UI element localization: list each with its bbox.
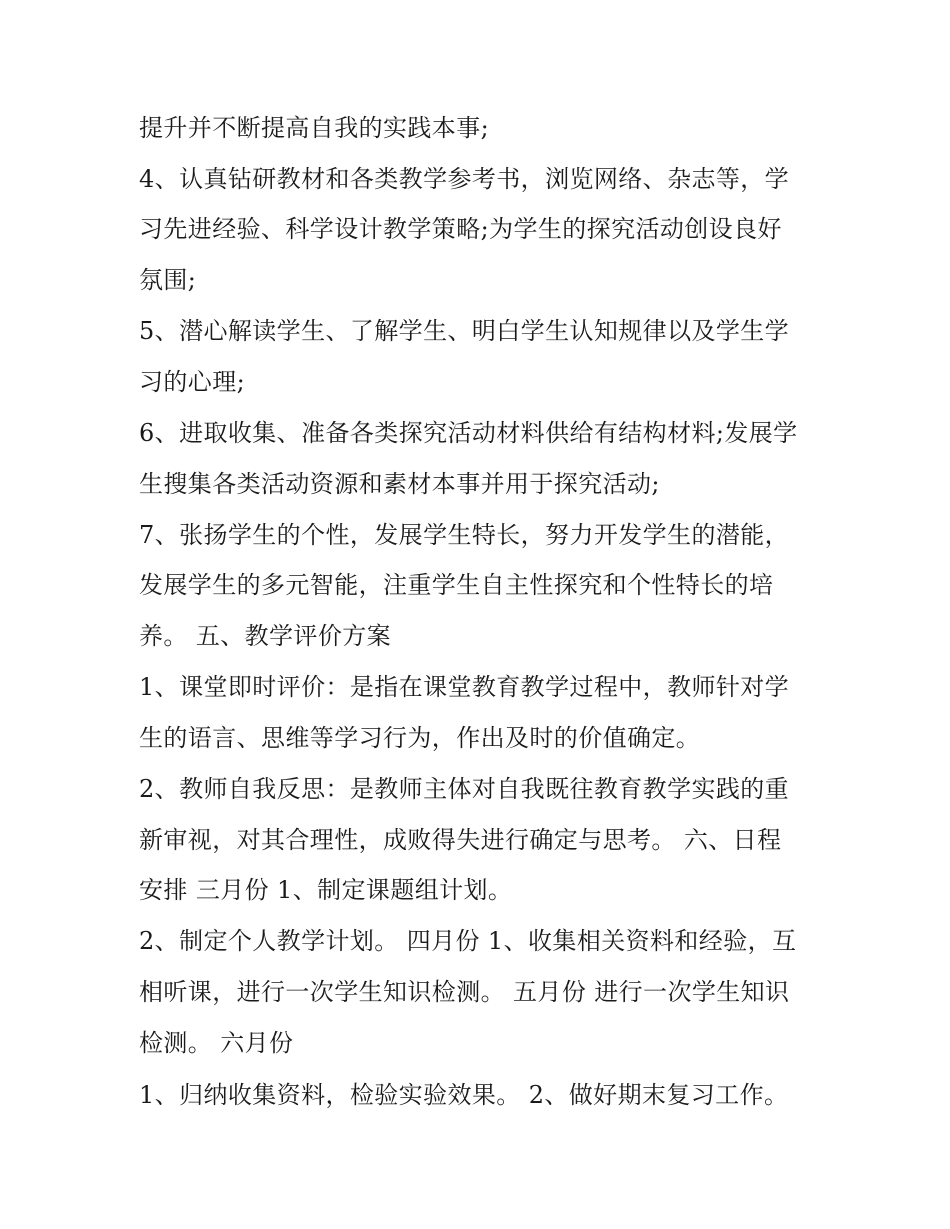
text-line: 安排 三月份 1、制定课题组计划。 [139,876,513,904]
text-line: 2、教师自我反思：是教师主体对自我既往教育教学实践的重 [139,775,790,803]
text-line: 生的语言、思维等学习行为，作出及时的价值确定。 [139,724,701,752]
text-line: 检测。 六月份 [139,1029,294,1057]
text-line: 提升并不断提高自我的实践本事; [139,114,490,142]
text-line: 2、制定个人教学计划。 四月份 1、收集相关资料和经验，互 [139,927,797,955]
text-line: 新审视，对其合理性，成败得失进行确定与思考。 六、日程 [139,826,782,854]
text-line: 1、归纳收集资料，检验实验效果。 2、做好期末复习工作。 [139,1081,789,1109]
text-line: 养。 五、教学评价方案 [139,622,392,650]
text-line: 习的心理; [139,368,246,396]
text-line: 习先进经验、科学设计教学策略;为学生的探究活动创设良好 [139,215,782,243]
text-line: 相听课，进行一次学生知识检测。 五月份 进行一次学生知识 [139,978,790,1006]
text-line: 生搜集各类活动资源和素材本事并用于探究活动; [139,470,660,498]
text-line: 5、潜心解读学生、了解学生、明白学生认知规律以及学生学 [139,317,790,345]
text-line: 1、课堂即时评价：是指在课堂教育教学过程中，教师针对学 [139,673,790,701]
text-line: 7、张扬学生的个性，发展学生特长，努力开发学生的潜能， [139,521,790,549]
text-line: 6、进取收集、准备各类探究活动材料供给有结构材料;发展学 [139,419,798,447]
text-line: 发展学生的多元智能，注重学生自主性探究和个性特长的培 [139,571,774,599]
text-line: 氛围; [139,266,197,294]
text-line: 4、认真钻研教材和各类教学参考书，浏览网络、杂志等，学 [139,165,790,193]
